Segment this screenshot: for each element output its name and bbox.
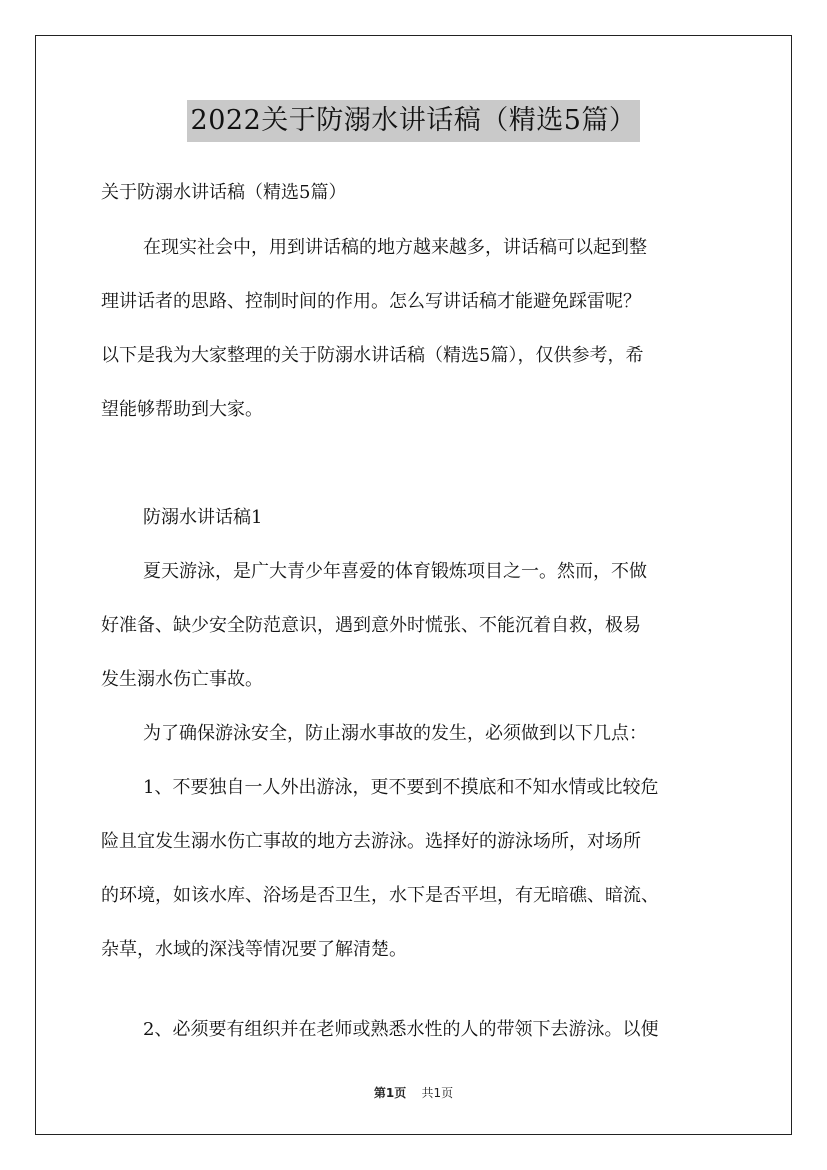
intro-line-4: 望能够帮助到大家。 (101, 399, 263, 420)
para2-line: 为了确保游泳安全，防止溺水事故的发生，必须做到以下几点： (143, 723, 647, 744)
document-subtitle: 关于防溺水讲话稿（精选5篇） (101, 182, 347, 203)
page-footer (0, 1085, 827, 1101)
item1-line-1: 1、不要独自一人外出游泳，更不要到不摸底和不知水情或比较危 (143, 777, 659, 798)
title-container (0, 100, 827, 142)
intro-line-1: 在现实社会中，用到讲话稿的地方越来越多，讲话稿可以起到整 (143, 237, 647, 258)
intro-line-3: 以下是我为大家整理的关于防溺水讲话稿（精选5篇），仅供参考，希 (101, 345, 644, 366)
section-heading: 防溺水讲话稿1 (143, 507, 263, 528)
para1-line-3: 发生溺水伤亡事故。 (101, 669, 263, 690)
intro-line-2: 理讲话者的思路、控制时间的作用。怎么写讲话稿才能避免踩雷呢？ (101, 291, 641, 312)
item2-line-1: 2、必须要有组织并在老师或熟悉水性的人的带领下去游泳。以便 (143, 1019, 659, 1040)
document-title: 2022关于防溺水讲话稿（精选5篇） (187, 100, 641, 142)
item1-line-4: 杂草，水域的深浅等情况要了解清楚。 (101, 939, 407, 960)
page-number: 第1页 (373, 1086, 407, 1100)
para1-line-1: 夏天游泳，是广大青少年喜爱的体育锻炼项目之一。然而，不做 (143, 561, 647, 582)
para1-line-2: 好准备、缺少安全防范意识，遇到意外时慌张、不能沉着自救，极易 (101, 615, 641, 636)
item1-line-2: 险且宜发生溺水伤亡事故的地方去游泳。选择好的游泳场所，对场所 (101, 831, 641, 852)
item1-line-3: 的环境，如该水库、浴场是否卫生，水下是否平坦，有无暗礁、暗流、 (101, 885, 659, 906)
page-total: 共1页 (421, 1086, 454, 1100)
